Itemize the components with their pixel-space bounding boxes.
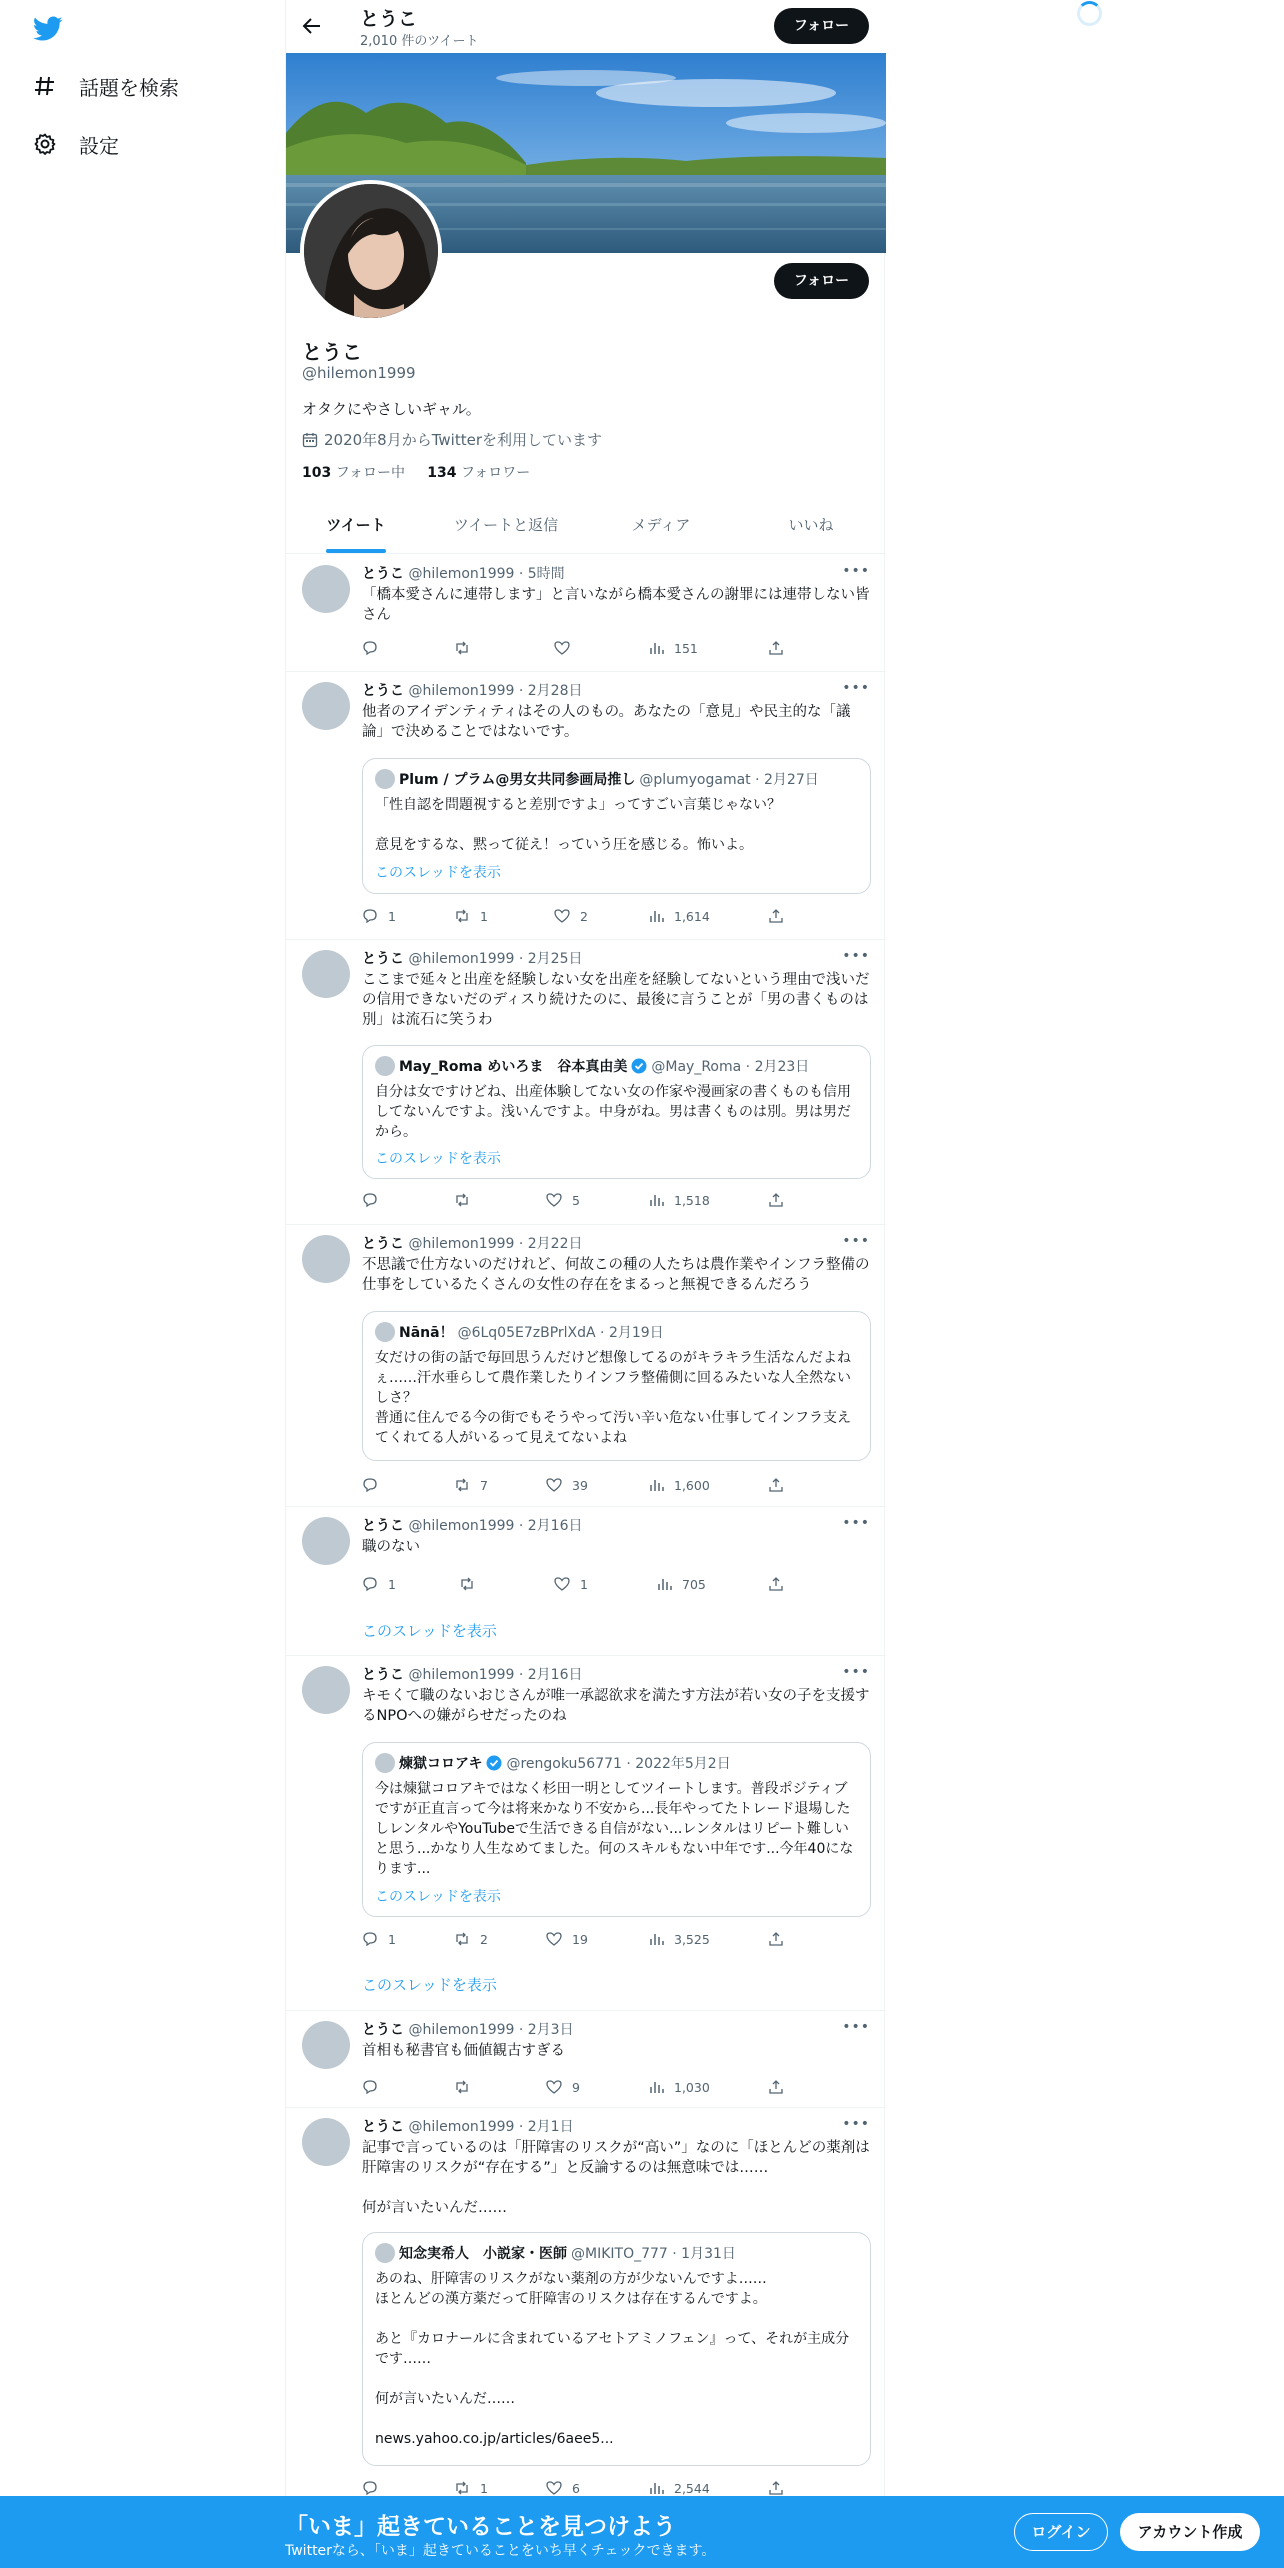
tab-media[interactable]: メディア (631, 516, 691, 534)
views-button[interactable]: 2,544 (648, 2478, 710, 2498)
reply-button[interactable] (362, 2478, 388, 2498)
heart-icon (546, 1477, 562, 1493)
share-button[interactable] (768, 638, 794, 658)
share-button[interactable] (768, 2478, 794, 2498)
reply-button[interactable]: 1 (362, 906, 396, 926)
more-icon[interactable]: ••• (842, 1664, 870, 1680)
quoted-tweet[interactable] (362, 758, 871, 894)
share-button[interactable] (768, 1475, 794, 1495)
tweet-avatar[interactable] (302, 565, 350, 613)
quote-avatar (375, 2243, 395, 2263)
nav-explore-label: 話題を検索 (79, 75, 179, 100)
quote-header: 煉獄コロアキ @rengoku56771 · 2022年5月2日 (375, 1753, 731, 1773)
verified-badge-icon (631, 1058, 647, 1074)
reply-icon (362, 1477, 378, 1493)
retweet-button[interactable]: 7 (454, 1475, 488, 1495)
tab-tweets-replies[interactable]: ツイートと返信 (453, 516, 559, 534)
tweet-text: 首相も秘書官も価値観古すぎる (362, 2043, 565, 2059)
share-button[interactable] (768, 1190, 794, 1210)
tweet-text: 不思議で仕方ないのだけれど、何故この種の人たちは農作業やインフラ整備の仕事をしているたくさんの女性の存在をまるっと無視できるんだろう (362, 1257, 870, 1293)
views-icon (648, 908, 664, 924)
show-thread-link[interactable]: このスレッドを表示 (362, 1976, 497, 1994)
quote-header: May_Roma めいろま 谷本真由美 @May_Roma · 2月23日 (375, 1056, 809, 1076)
heart-icon (554, 908, 570, 924)
twitter-logo-icon[interactable] (33, 16, 63, 42)
tweet[interactable] (286, 940, 886, 1225)
retweet-icon (454, 2079, 470, 2095)
quote-text: 自分は女ですけどね、出産体験してない女の作家や漫画家の書くものも信用してないんですよ。浅いんですよ。中身がね。男は書くものは別。男は男だから。 (375, 1084, 851, 1140)
quote-avatar (375, 1322, 395, 1342)
reply-icon (362, 1192, 378, 1208)
views-icon (648, 640, 664, 656)
like-button[interactable] (554, 638, 580, 658)
tab-likes[interactable]: いいね (788, 516, 834, 534)
bottom-bar-subtitle: Twitterなら、「いま」起きていることをいち早くチェックできます。 (285, 2543, 716, 2559)
quote-header: Plum / プラム@男女共同参画局推し @plumyogamat · 2月27日 (375, 769, 819, 789)
reply-icon (362, 1931, 378, 1947)
more-icon[interactable]: ••• (842, 2116, 870, 2132)
tweet-avatar[interactable] (302, 2021, 350, 2069)
retweet-button[interactable]: 1 (454, 2478, 488, 2498)
views-icon (648, 1192, 664, 1208)
bottom-signup-bar (0, 2496, 1284, 2568)
profile-bio: オタクにやさしいギャル。 (302, 400, 481, 418)
back-arrow-icon[interactable] (300, 14, 324, 38)
main-column (285, 0, 885, 2568)
more-icon[interactable]: ••• (842, 2019, 870, 2035)
share-icon (768, 2079, 784, 2095)
nav-settings[interactable] (33, 122, 119, 166)
like-button[interactable]: 6 (546, 2478, 580, 2498)
tweet-actions (362, 1475, 782, 1495)
profile-stats (302, 462, 530, 482)
like-button[interactable]: 5 (546, 1190, 580, 1210)
tweet-avatar[interactable] (302, 1666, 350, 1714)
retweet-icon (454, 1931, 470, 1947)
retweet-button[interactable]: 1 (454, 906, 488, 926)
tweet-text: 職のない (362, 1539, 420, 1555)
views-button[interactable]: 3,525 (648, 1929, 710, 1949)
quote-text: 「性自認を問題視すると差別ですよ」ってすごい言葉じゃない？ 意見をするな、黙って従え！っていう圧を感じる。怖いよ。 (375, 797, 781, 853)
quote-avatar (375, 1056, 395, 1076)
share-icon (768, 1192, 784, 1208)
share-icon (768, 2480, 784, 2496)
quote-header: 知念実希人 小説家・医師 @MIKITO_777 · 1月31日 (375, 2243, 736, 2263)
profile-name: とうこ (302, 340, 362, 364)
quote-show-thread-link[interactable]: このスレッドを表示 (375, 1151, 501, 1167)
reply-button[interactable]: 1 (362, 1929, 396, 1949)
views-button[interactable]: 1,614 (648, 906, 710, 926)
views-button[interactable]: 1,030 (648, 2077, 710, 2097)
views-icon (648, 1931, 664, 1947)
tweet-actions (362, 2478, 782, 2498)
share-icon (768, 1477, 784, 1493)
retweet-button[interactable] (454, 1190, 480, 1210)
share-icon (768, 640, 784, 656)
tweet-header: とうこ @hilemon1999 · 2月25日 (362, 951, 583, 967)
nav-explore[interactable] (33, 64, 179, 108)
header-follow-button[interactable]: フォロー (774, 8, 869, 44)
heart-icon (554, 640, 570, 656)
tweet[interactable] (286, 1507, 886, 1656)
views-icon (648, 2480, 664, 2496)
tweet-header: とうこ @hilemon1999 · 2月3日 (362, 2022, 574, 2038)
views-button[interactable]: 1,518 (648, 1190, 710, 1210)
more-icon[interactable]: ••• (842, 1515, 870, 1531)
retweet-icon (454, 908, 470, 924)
quote-text: 今は煉獄コロアキではなく杉田一明としてツイートします。普段ポジティブですが正直言って今は将来かなり不安から...長年やってたトレード退場したしレンタルやYouTubeで生活できる自信がない...レンタルはリピート難しいと思う...かなり人生なめてました。何のスキルもない中年です...今年40になります... (375, 1781, 854, 1877)
reply-button[interactable] (362, 1190, 388, 1210)
profile-header-bar (286, 0, 886, 53)
tweet-avatar[interactable] (302, 682, 350, 730)
retweet-button[interactable] (454, 2077, 480, 2097)
like-button[interactable]: 2 (554, 906, 588, 926)
retweet-icon (454, 640, 470, 656)
quote-show-thread-link[interactable]: このスレッドを表示 (375, 865, 501, 881)
profile-handle: @hilemon1999 (302, 364, 416, 382)
share-icon (768, 1576, 784, 1592)
quote-text: あのね、肝障害のリスクがない薬剤の方が少ないんですよ…… ほとんどの漢方薬だって肝障害のリスクは存在するんですよ。 あと『カロナールに含まれているアセトアミノフェン』って、それが主成分です…… 何が言いたいんだ…… news.yahoo.co.jp/articles/6aee5... (375, 2271, 850, 2447)
reply-button[interactable] (362, 2077, 388, 2097)
retweet-button[interactable]: 2 (454, 1929, 488, 1949)
header-name: とうこ (360, 8, 418, 30)
quote-header: Nānā！ @6Lq05E7zBPrlXdA · 2月19日 (375, 1322, 664, 1342)
tweet-avatar[interactable] (302, 1235, 350, 1283)
views-button[interactable]: 705 (656, 1574, 706, 1594)
retweet-icon (454, 1192, 470, 1208)
tweet-actions (362, 1929, 782, 1949)
quote-avatar (375, 1753, 395, 1773)
heart-icon (546, 2480, 562, 2496)
tweet-header: とうこ @hilemon1999 · 2月22日 (362, 1236, 583, 1252)
retweet-icon (454, 1477, 470, 1493)
tweet-text: 記事で言っているのは「肝障害のリスクが“高い”」なのに「ほとんどの薬剤は肝障害のリスクが“存在する”」と反論するのは無意味では…… 何が言いたいんだ…… (362, 2140, 870, 2216)
reply-button[interactable]: 1 (362, 1574, 396, 1594)
tweet-actions (362, 638, 782, 658)
tweet-header: とうこ @hilemon1999 · 2月16日 (362, 1667, 583, 1683)
views-icon (656, 1576, 672, 1592)
tweet[interactable] (286, 672, 886, 940)
profile-joined (302, 429, 602, 450)
reply-icon (362, 2079, 378, 2095)
tweet[interactable] (286, 2011, 886, 2108)
profile-joined-text: 2020年8月からTwitterを利用しています (324, 431, 602, 449)
quoted-tweet[interactable] (362, 1742, 871, 1917)
views-icon (648, 2079, 664, 2095)
retweet-button[interactable] (459, 1574, 485, 1594)
tweet-actions (362, 1190, 782, 1210)
quote-show-thread-link[interactable]: このスレッドを表示 (375, 1889, 501, 1905)
login-button[interactable]: ログイン (1014, 2513, 1108, 2551)
hashtag-icon (33, 74, 57, 98)
reply-icon (362, 2480, 378, 2496)
retweet-icon (459, 1576, 475, 1592)
more-icon[interactable]: ••• (842, 948, 870, 964)
header-tweet-count: 2,010 件のツイート (360, 34, 479, 49)
like-button[interactable]: 9 (546, 2077, 580, 2097)
tweet-text: 「橋本愛さんに連帯します」と言いながら橋本愛さんの謝罪には連帯しない皆さん (362, 587, 870, 623)
heart-icon (546, 1192, 562, 1208)
tweet[interactable] (286, 555, 886, 672)
tweet-text: キモくて職のないおじさんが唯一承認欲求を満たす方法が若い女の子を支援するNPOへの嫌がらせだったのね (362, 1688, 870, 1724)
retweet-icon (454, 2480, 470, 2496)
profile-avatar[interactable] (300, 180, 442, 322)
quote-text: 女だけの街の話で毎回思うんだけど想像してるのがキラキラ生活なんだよねぇ……汗水垂らして農作業したりインフラ整備側に回るみたいな人全然ないしさ？ 普通に住んでる今の街でもそうやって汚い辛い危ない仕事してインフラ支えてくれてる人がいるって見えてないよね (375, 1350, 851, 1446)
like-button[interactable]: 39 (546, 1475, 588, 1495)
show-thread-link[interactable]: このスレッドを表示 (362, 1622, 497, 1640)
following-link[interactable]: 103 フォロー中 (302, 465, 405, 481)
tweet[interactable] (286, 1225, 886, 1507)
followers-link[interactable]: 134 フォロワー (427, 465, 531, 481)
tweet-text: ここまで延々と出産を経験しない女を出産を経験してないという理由で浅いだの信用できないだのディスり続けたのに、最後に言うことが「男の書くものは別」は流石に笑うわ (362, 972, 870, 1028)
tweet-avatar[interactable] (302, 950, 350, 998)
profile-follow-button[interactable]: フォロー (774, 263, 869, 299)
tweet-avatar[interactable] (302, 1517, 350, 1565)
more-icon[interactable]: ••• (842, 563, 870, 579)
reply-button[interactable] (362, 1475, 388, 1495)
loading-spinner-icon (1077, 1, 1102, 26)
tweet-header: とうこ @hilemon1999 · 2月1日 (362, 2119, 574, 2135)
share-button[interactable] (768, 2077, 794, 2097)
retweet-button[interactable] (454, 638, 480, 658)
share-button[interactable] (768, 1929, 794, 1949)
quoted-tweet[interactable] (362, 1311, 871, 1461)
verified-badge-icon (486, 1755, 502, 1771)
quote-avatar (375, 769, 395, 789)
views-button[interactable]: 1,600 (648, 1475, 710, 1495)
share-button[interactable] (768, 906, 794, 926)
reply-button[interactable] (362, 638, 388, 658)
share-icon (768, 1931, 784, 1947)
heart-icon (546, 1931, 562, 1947)
profile-tabs (286, 500, 886, 554)
views-button[interactable]: 151 (648, 638, 698, 658)
tweet-actions (362, 2077, 782, 2097)
quoted-tweet[interactable] (362, 1045, 871, 1179)
bottom-bar-title: 「いま」起きていることを見つけよう (285, 2514, 676, 2540)
more-icon[interactable]: ••• (842, 1233, 870, 1249)
tweet-header: とうこ @hilemon1999 · 5時間 (362, 566, 565, 582)
share-icon (768, 908, 784, 924)
like-button[interactable]: 19 (546, 1929, 588, 1949)
gear-icon (33, 132, 57, 156)
share-button[interactable] (768, 1574, 794, 1594)
heart-icon (554, 1576, 570, 1592)
active-tab-indicator (326, 549, 386, 553)
more-icon[interactable]: ••• (842, 680, 870, 696)
tweet-header: とうこ @hilemon1999 · 2月16日 (362, 1518, 583, 1534)
tweet[interactable] (286, 2108, 886, 2508)
views-icon (648, 1477, 664, 1493)
signup-button[interactable]: アカウント作成 (1120, 2513, 1260, 2551)
like-button[interactable]: 1 (554, 1574, 588, 1594)
tweet-header: とうこ @hilemon1999 · 2月28日 (362, 683, 583, 699)
reply-icon (362, 640, 378, 656)
calendar-icon (302, 432, 318, 448)
reply-icon (362, 908, 378, 924)
tab-tweets[interactable]: ツイート (326, 516, 386, 534)
tweet-actions (362, 906, 782, 926)
heart-icon (546, 2079, 562, 2095)
tweet[interactable] (286, 1656, 886, 2011)
tweet-text: 他者のアイデンティティはその人のもの。あなたの「意見」や民主的な「議論」で決めることではないです。 (362, 704, 851, 740)
reply-icon (362, 1576, 378, 1592)
tweet-actions (362, 1574, 782, 1594)
nav-settings-label: 設定 (79, 133, 119, 158)
quoted-tweet[interactable] (362, 2232, 871, 2466)
tweet-avatar[interactable] (302, 2118, 350, 2166)
